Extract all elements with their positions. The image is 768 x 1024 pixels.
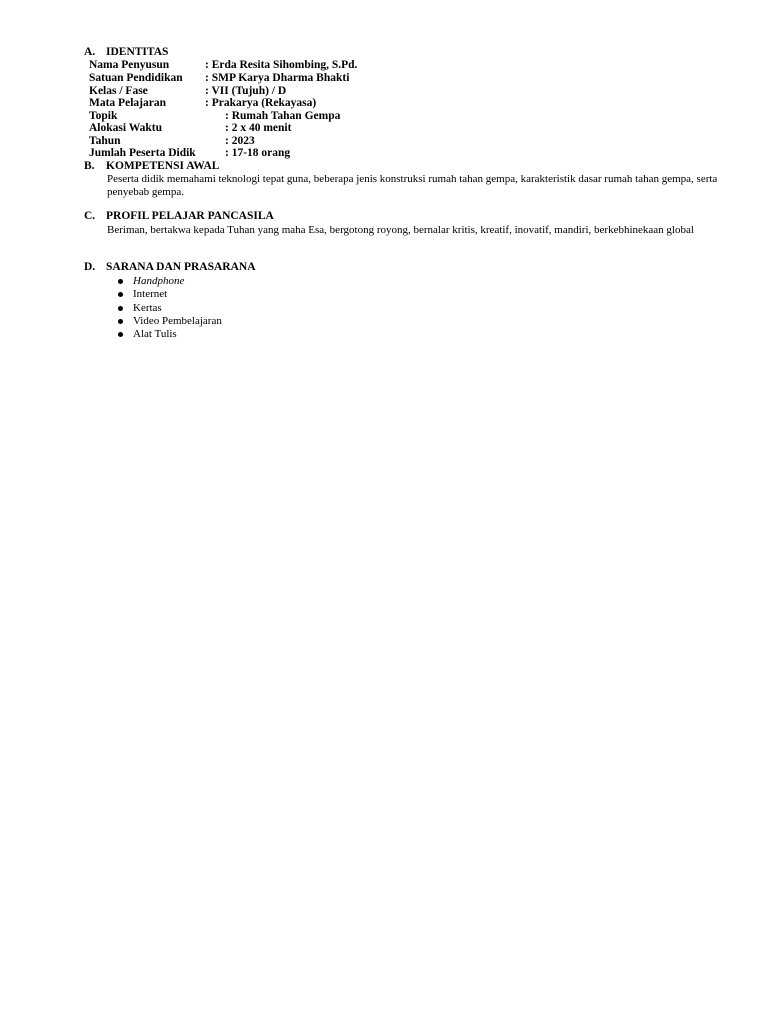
bullet-icon <box>118 279 123 284</box>
section-a-title: IDENTITAS <box>106 46 169 58</box>
section-b-title: KOMPETENSI AWAL <box>106 159 220 172</box>
identity-value: : Erda Resita Sihombing, S.Pd. <box>205 59 358 71</box>
identity-label: Satuan Pendidikan <box>89 72 183 84</box>
bullet-icon <box>118 306 123 311</box>
section-a-heading <box>84 46 168 59</box>
section-c-title: PROFIL PELAJAR PANCASILA <box>106 210 274 222</box>
bullet-icon <box>118 319 123 324</box>
section-c-letter: C. <box>84 210 96 222</box>
list-item <box>118 328 222 341</box>
kompetensi-awal-text: Peserta didik memahami teknologi tepat guna, beberapa jenis konstruksi rumah tahan gempa, karakteristik dasar rumah tahan gempa, serta penyebab gempa. <box>107 173 718 198</box>
profil-pelajar-text: Beriman, bertakwa kepada Tuhan yang maha Esa, bergotong royong, bernalar kritis, kreatif, inovatif, mandiri, berkebhinekaan global <box>107 223 694 236</box>
list-item-text: Video Pembelajaran <box>133 314 222 327</box>
identity-label: Nama Penyusun <box>89 59 170 71</box>
sarana-list <box>118 275 222 341</box>
list-item <box>118 302 222 315</box>
identity-label: Jumlah Peserta Didik <box>89 147 196 159</box>
list-item-text: Internet <box>133 288 168 301</box>
list-item-text: Kertas <box>133 301 162 314</box>
identity-value: : 2023 <box>225 134 255 147</box>
section-a-letter: A. <box>84 46 96 58</box>
section-b-heading <box>84 160 219 173</box>
identity-label: Alokasi Waktu <box>89 122 162 134</box>
section-c-heading <box>84 210 274 223</box>
identity-value: : VII (Tujuh) / D <box>205 84 287 97</box>
identity-label: Tahun <box>89 134 121 147</box>
list-item-text: Handphone <box>133 275 185 287</box>
list-item <box>118 315 222 328</box>
identity-value: : SMP Karya Dharma Bhakti <box>205 72 350 84</box>
identity-value: : Prakarya (Rekayasa) <box>205 97 317 109</box>
list-item <box>118 288 222 301</box>
bullet-icon <box>118 332 123 337</box>
section-d-letter: D. <box>84 261 96 273</box>
identity-label: Kelas / Fase <box>89 84 148 97</box>
identity-value: : 17-18 orang <box>225 147 291 159</box>
list-item-text: Alat Tulis <box>133 328 177 341</box>
identity-label: Mata Pelajaran <box>89 97 166 109</box>
list-item <box>118 275 222 288</box>
section-d-title: SARANA DAN PRASARANA <box>106 261 256 273</box>
section-b-letter: B. <box>84 159 95 172</box>
bullet-icon <box>118 292 123 297</box>
identity-label: Topik <box>89 109 118 122</box>
section-d-heading <box>84 261 256 274</box>
identity-value: : 2 x 40 menit <box>225 122 292 134</box>
identity-value: : Rumah Tahan Gempa <box>225 109 341 122</box>
